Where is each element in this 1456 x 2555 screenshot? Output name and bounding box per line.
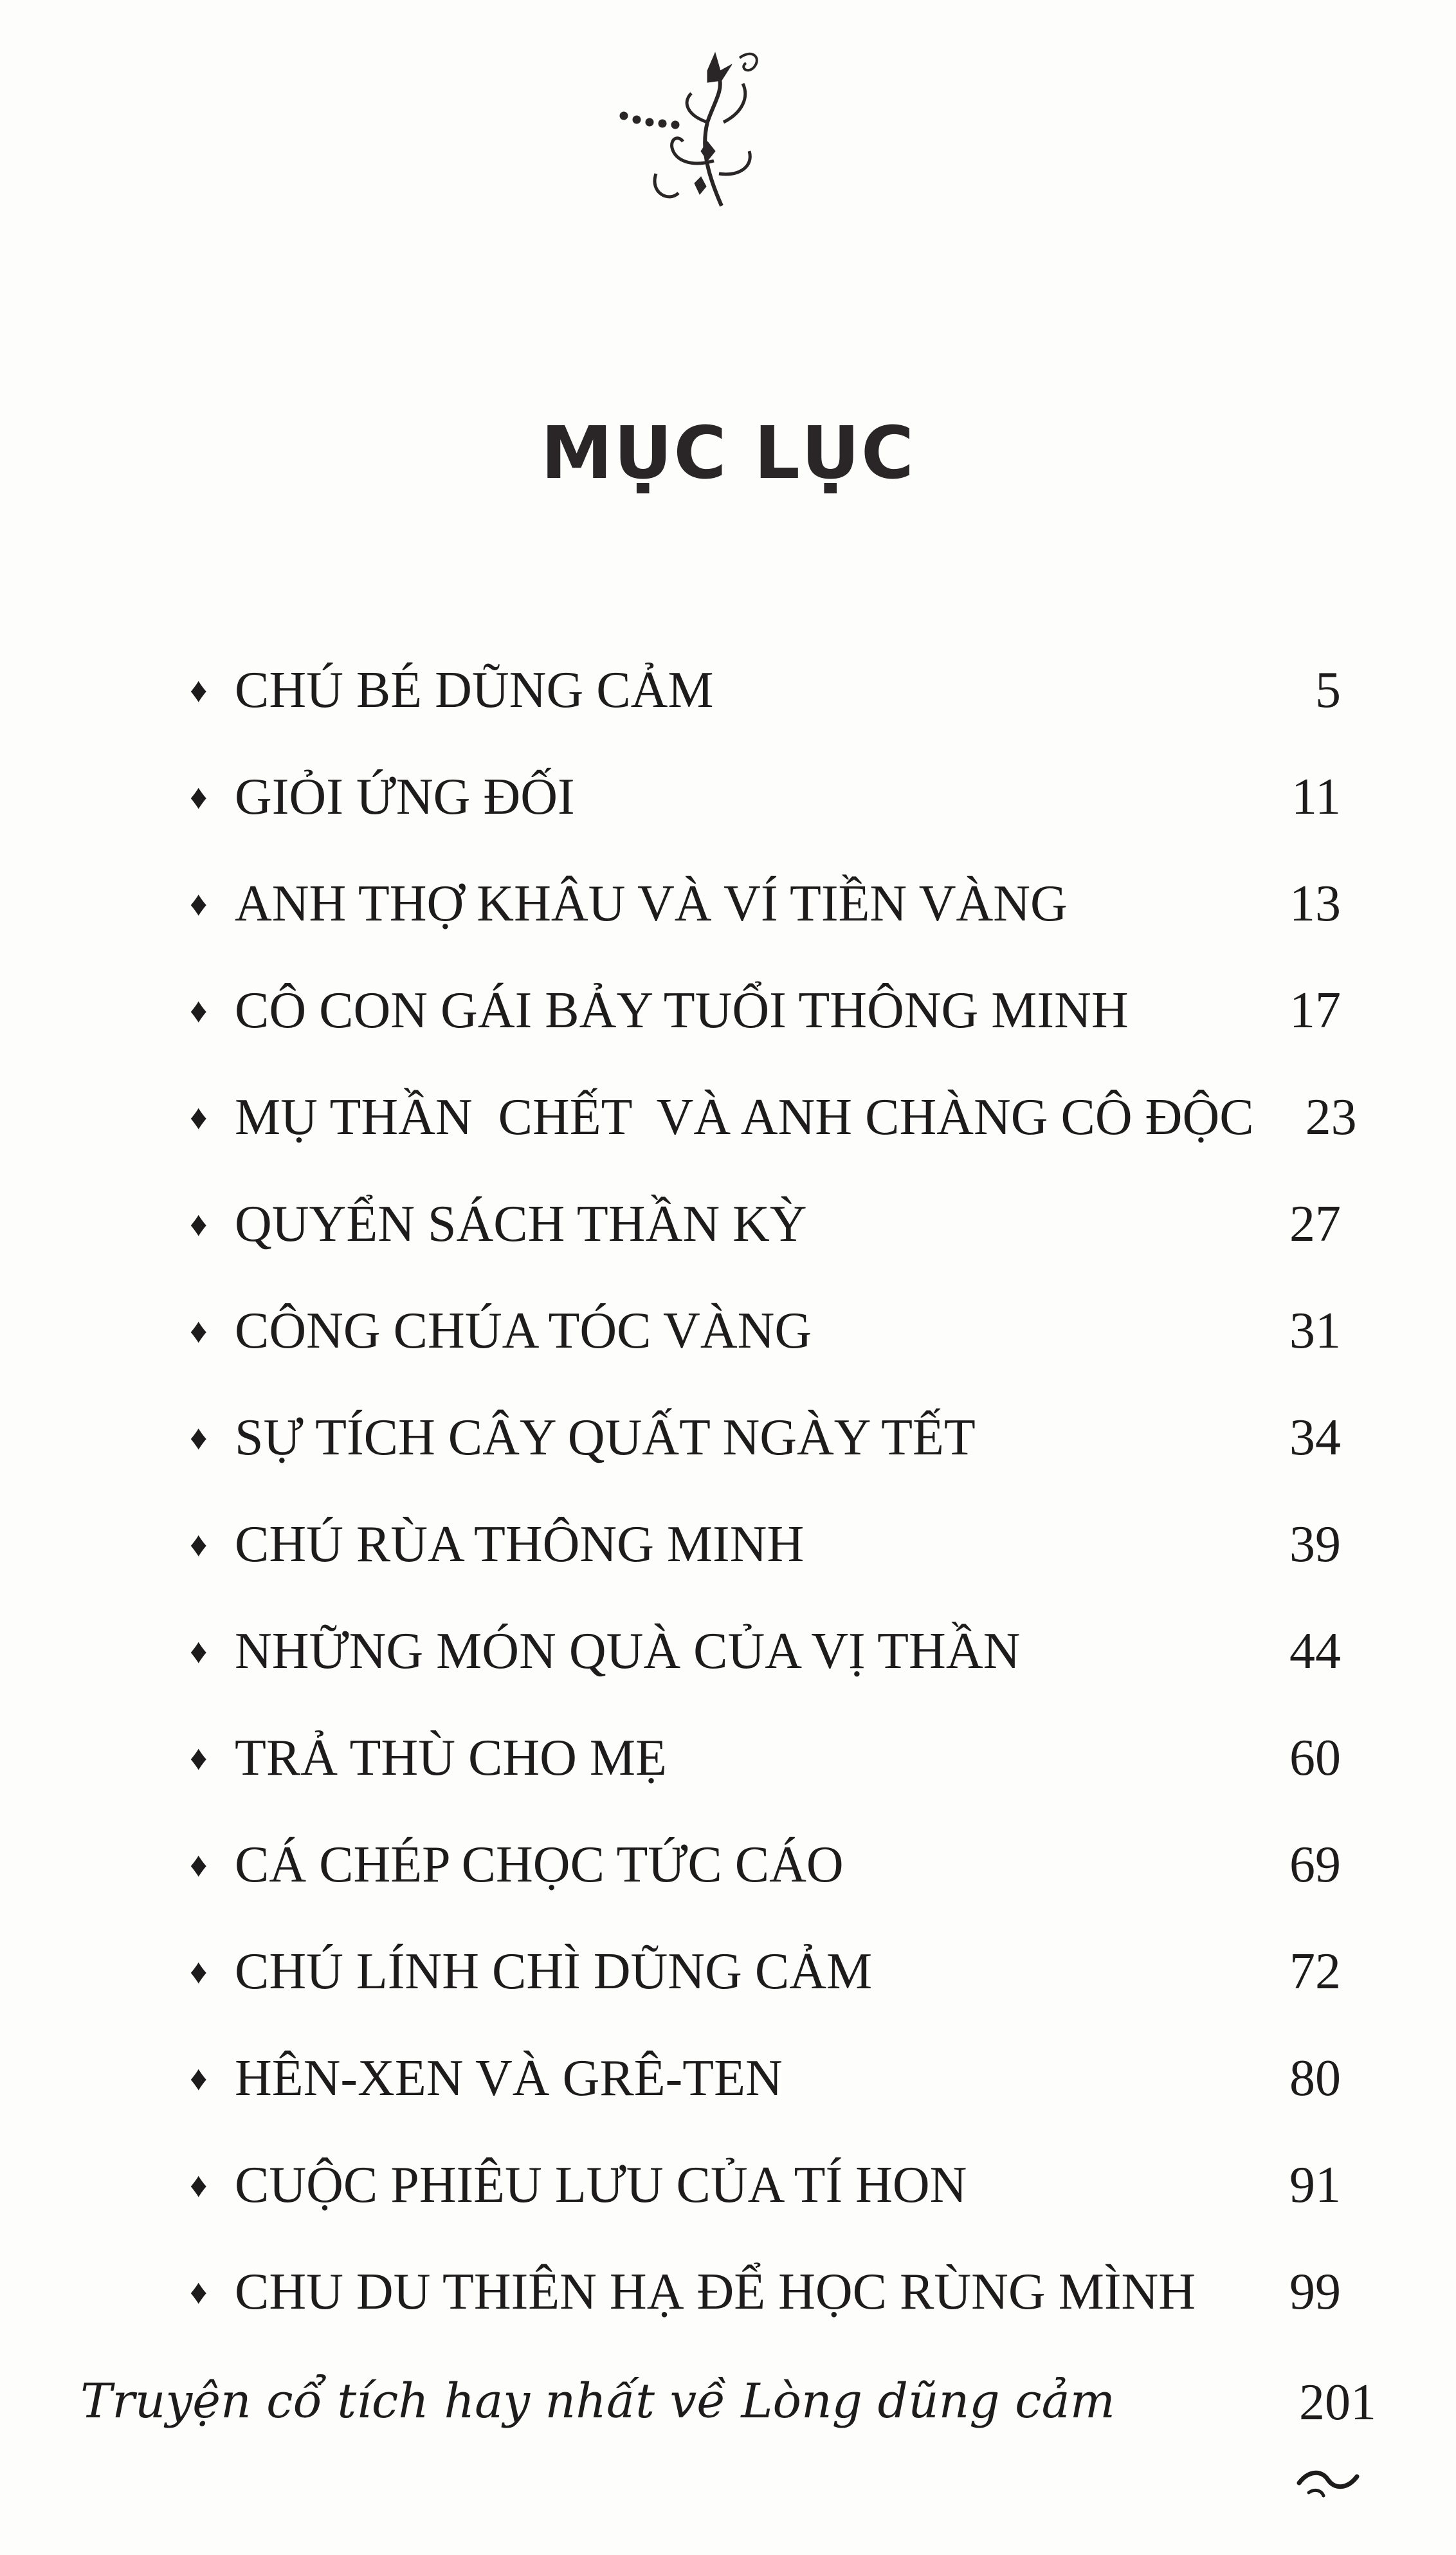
toc-entry-page: 31 [1289, 1302, 1341, 1359]
toc-entry-title: SỰ TÍCH CÂY QUẤT NGÀY TẾT [235, 1409, 976, 1466]
floral-ornament-icon [611, 45, 765, 219]
diamond-bullet-icon: ♦ [190, 1205, 208, 1243]
toc-entry-page: 99 [1289, 2263, 1341, 2320]
toc-entry-title: CÔNG CHÚA TÓC VÀNG [235, 1302, 812, 1359]
table-of-contents [190, 637, 1357, 2345]
toc-entry [190, 1384, 1341, 1491]
toc-entry-title: CÁ CHÉP CHỌC TỨC CÁO [235, 1836, 844, 1893]
toc-entry [190, 744, 1341, 850]
toc-entry-page: 69 [1289, 1836, 1341, 1893]
toc-entry [190, 1598, 1341, 1705]
toc-entry-title: CHÚ BÉ DŨNG CẢM [235, 661, 714, 719]
toc-entry-title: GIỎI ỨNG ĐỐI [235, 768, 575, 825]
page-number: 201 [1299, 2374, 1376, 2431]
toc-entry-title: CHU DU THIÊN HẠ ĐỂ HỌC RÙNG MÌNH [235, 2263, 1196, 2320]
diamond-bullet-icon: ♦ [190, 1525, 208, 1564]
page-title: MỤC LỤC [540, 412, 916, 495]
toc-entry-page: 13 [1289, 875, 1341, 932]
diamond-bullet-icon: ♦ [190, 778, 208, 816]
toc-entry [190, 2239, 1341, 2345]
diamond-bullet-icon: ♦ [190, 2166, 208, 2204]
toc-entry [190, 2025, 1341, 2132]
toc-entry-page: 91 [1289, 2156, 1341, 2213]
diamond-bullet-icon: ♦ [190, 1312, 208, 1350]
diamond-bullet-icon: ♦ [190, 1098, 208, 1137]
toc-entry [190, 637, 1341, 744]
toc-entry-page: 34 [1289, 1409, 1341, 1466]
diamond-bullet-icon: ♦ [190, 991, 208, 1030]
toc-entry-page: 27 [1289, 1195, 1341, 1252]
running-footer-book-title: Truyện cổ tích hay nhất về Lòng dũng cảm [80, 2374, 1115, 2429]
diamond-bullet-icon: ♦ [190, 1952, 208, 1991]
toc-entry-page: 72 [1289, 1943, 1341, 2000]
toc-entry [190, 850, 1341, 957]
toc-entry-title: TRẢ THÙ CHO MẸ [235, 1729, 667, 1786]
diamond-bullet-icon: ♦ [190, 1418, 208, 1457]
diamond-bullet-icon: ♦ [190, 2273, 208, 2311]
toc-entry-title: CHÚ LÍNH CHÌ DŨNG CẢM [235, 1943, 873, 2000]
toc-entry [190, 1705, 1341, 1811]
toc-entry-page: 17 [1289, 982, 1341, 1039]
toc-entry-title: NHỮNG MÓN QUÀ CỦA VỊ THẦN [235, 1622, 1021, 1680]
toc-entry [190, 1491, 1341, 1598]
toc-entry [190, 2132, 1341, 2239]
toc-entry [190, 1064, 1357, 1171]
toc-entry-title: CUỘC PHIÊU LƯU CỦA TÍ HON [235, 2156, 967, 2213]
diamond-bullet-icon: ♦ [190, 671, 208, 710]
diamond-bullet-icon: ♦ [190, 2059, 208, 2098]
toc-entry-page: 5 [1315, 661, 1341, 719]
swirl-ornament-icon [1293, 2457, 1363, 2502]
diamond-bullet-icon: ♦ [190, 884, 208, 923]
toc-entry-page: 60 [1289, 1729, 1341, 1786]
toc-entry [190, 957, 1341, 1064]
toc-entry-title: QUYỂN SÁCH THẦN KỲ [235, 1195, 807, 1252]
toc-entry [190, 1811, 1341, 1918]
toc-entry-title: HÊN-XEN VÀ GRÊ-TEN [235, 2049, 783, 2107]
toc-entry [190, 1278, 1341, 1384]
toc-entry-title: ANH THỢ KHÂU VÀ VÍ TIỀN VÀNG [235, 875, 1068, 932]
toc-entry [190, 1171, 1341, 1278]
diamond-bullet-icon: ♦ [190, 1845, 208, 1884]
toc-entry-title: MỤ THẦN CHẾT VÀ ANH CHÀNG CÔ ĐỘC [235, 1088, 1254, 1146]
toc-entry-page: 11 [1291, 768, 1341, 825]
diamond-bullet-icon: ♦ [190, 1739, 208, 1777]
toc-entry-page: 44 [1289, 1622, 1341, 1680]
toc-entry [190, 1918, 1341, 2025]
toc-entry-page: 80 [1289, 2049, 1341, 2107]
toc-entry-title: CHÚ RÙA THÔNG MINH [235, 1516, 805, 1573]
diamond-bullet-icon: ♦ [190, 1632, 208, 1671]
toc-entry-page: 23 [1305, 1088, 1357, 1146]
toc-entry-page: 39 [1289, 1516, 1341, 1573]
toc-entry-title: CÔ CON GÁI BẢY TUỔI THÔNG MINH [235, 982, 1129, 1039]
